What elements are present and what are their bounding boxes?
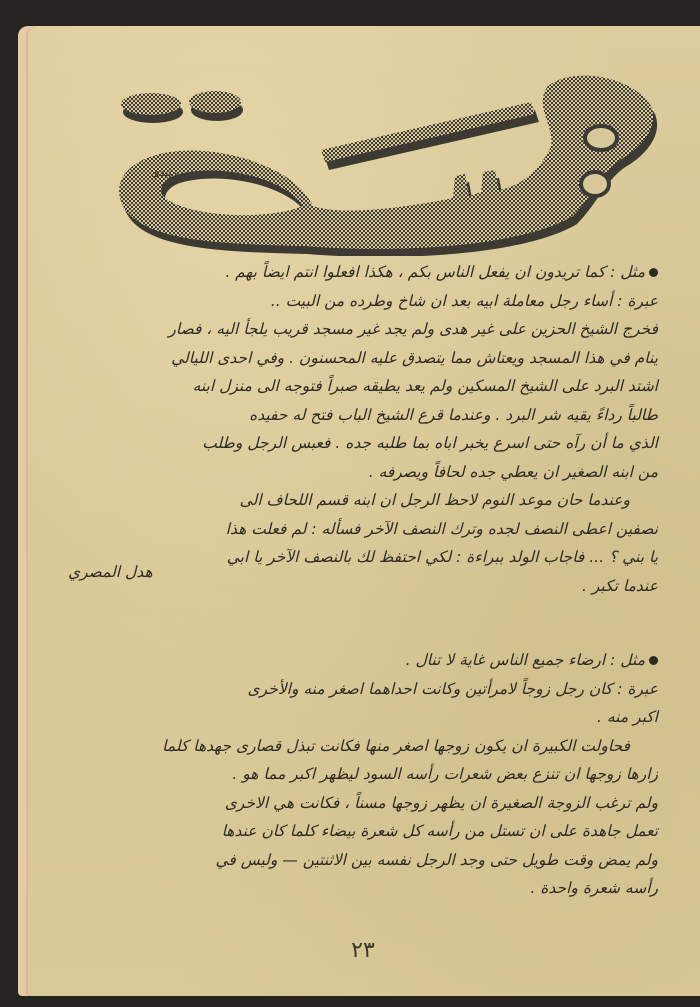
text-line: وعندما حان موعد النوم لاحظ الرجل ان ابنه قسم اللحاف الى xyxy=(239,491,630,509)
article-body xyxy=(58,258,658,903)
text-line: تعمل جاهدة على ان تستل من رأسه كل شعرة بيضاء كلما كان عندها xyxy=(221,822,658,840)
section-1-proverb: مثل : كما تريدون ان يفعل الناس بكم ، هكذا افعلوا انتم ايضاً بهم . xyxy=(58,258,658,287)
text-line: ينام في هذا المسجد ويعتاش مما يتصدق عليه المحسنون . وفي احدى الليالي xyxy=(171,348,658,367)
text-line: فحاولت الكبيرة ان يكون زوجها اصغر منها فكانت تبذل قصارى جهدها كلما xyxy=(162,736,630,755)
section-1 xyxy=(58,258,658,600)
title-calligraphy-art xyxy=(103,66,663,256)
section-2 xyxy=(58,646,658,903)
text-line: فخرج الشيخ الحزين على غير هدى ولم يجد غير مسجد قريب يلجأ اليه ، فصار xyxy=(168,320,658,338)
text-line: نصفين اعطى النصف لجده وترك النصف الآخر فسأله : لم فعلت هذا xyxy=(225,519,658,538)
text-line: ولم يمض وقت طويل حتى وجد الرجل نفسه بين الاثنتين — وليس في xyxy=(215,850,658,869)
section-divider xyxy=(58,600,658,646)
magazine-page xyxy=(18,26,700,996)
text-line: الذي ما أن رآه حتى اسرع يخبر اباه بما طلبه جده . فعبس الرجل وطلب xyxy=(202,434,658,452)
text-line: طالباً رداءً يقيه شر البرد . وعندما قرع الشيخ الباب فتح له حفيده xyxy=(249,405,658,424)
text-line: زارها زوجها ان تنزع بعض شعرات رأسه السود ليظهر اكبر مما هو . xyxy=(232,765,658,783)
text-line: عبرة : أساء رجل معاملة ابيه بعد ان شاخ وطرده من البيت .. xyxy=(270,291,658,310)
text-line: ولم ترغب الزوجة الصغيرة ان يظهر زوجها مسناً ، فكانت هي الاخرى xyxy=(224,793,658,812)
page-number: ٢٣ xyxy=(351,938,375,963)
title-calligraphy xyxy=(103,66,663,256)
section-1-ending xyxy=(58,562,658,601)
author-signature: هدل المصري xyxy=(68,562,153,581)
text-line: يا بني ؟ ... فاجاب الولد ببراءة : لكي احتفظ لك بالنصف الآخر يا ابي xyxy=(226,548,658,566)
bullet-icon xyxy=(649,268,658,277)
text-line: رأسه شعرة واحدة . xyxy=(530,879,658,897)
title-artist-signature: رنيدي xyxy=(151,166,178,179)
text-line: عبرة : كان رجل زوجاً لامرأتين وكانت احداهما اصغر منه والأخرى xyxy=(247,679,658,698)
section-2-proverb: مثل : ارضاء جميع الناس غاية لا تنال . xyxy=(58,646,658,675)
text-line: اشتد البرد على الشيخ المسكين ولم يعد يطيقه صبراً فتوجه الى منزل ابنه xyxy=(192,377,658,395)
text-line: اكبر منه . xyxy=(597,708,658,726)
text-line: من ابنه الصغير ان يعطي جده لحافاً ويصرفه . xyxy=(368,462,658,481)
bullet-icon xyxy=(649,656,658,665)
text-line: عندما تكبر . xyxy=(582,576,658,595)
